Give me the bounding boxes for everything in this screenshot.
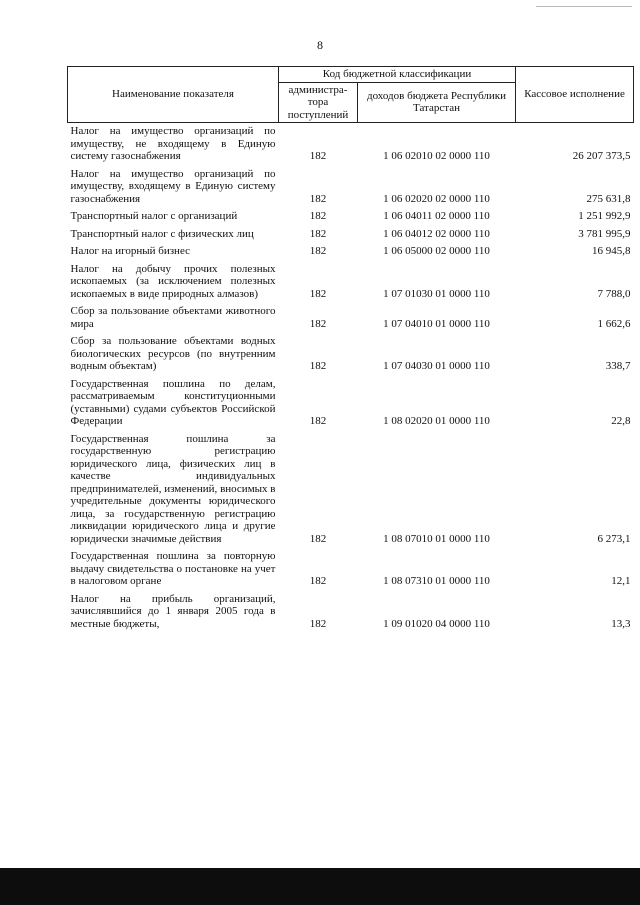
table-row: [68, 243, 634, 261]
header-budget-revenue: доходов бюджета Республики Татарстан: [358, 82, 516, 123]
row-amount: 7 788,0: [597, 287, 631, 300]
row-amount: 16 945,8: [592, 245, 631, 257]
row-amount: 22,8: [611, 415, 631, 427]
row-admin-code: 182: [309, 210, 327, 222]
row-admin-code: 182: [309, 617, 327, 630]
header-row-top: [68, 67, 634, 83]
table-row: [68, 303, 634, 333]
row-name: Налог на имущество организаций по имуществу, не входящему в Единую систему газоснабжения: [68, 123, 279, 166]
row-revenue-code: 1 06 04011 02 0000 110: [383, 210, 490, 222]
table-row: [68, 123, 634, 166]
row-revenue-code: 1 08 02020 01 0000 110: [383, 415, 490, 427]
row-admin-code: 182: [309, 532, 327, 545]
row-admin-code: 182: [309, 245, 327, 257]
row-amount: 6 273,1: [597, 532, 631, 545]
row-revenue-code: 1 07 04030 01 0000 110: [383, 360, 490, 372]
row-amount: 13,3: [611, 617, 631, 630]
table-row: [68, 208, 634, 226]
header-indicator-name: Наименование показателя: [68, 67, 279, 123]
row-revenue-code: 1 06 05000 02 0000 110: [383, 245, 490, 257]
row-name: Налог на прибыль организаций, зачислявшийся до 1 января 2005 года в местные бюджеты,: [70, 592, 276, 630]
row-admin-code: 182: [309, 227, 327, 240]
row-name: Налог на добычу прочих полезных ископаемых (за исключением полезных ископаемых в виде природных алмазов): [70, 262, 276, 300]
row-admin-code: 182: [309, 415, 327, 427]
row-name: Сбор за пользование объектами животного мира: [70, 305, 276, 330]
row-amount: 275 631,8: [586, 192, 631, 205]
row-name: Сбор за пользование объектами водных биологических ресурсов (по внутренним водным объектам): [70, 335, 276, 372]
row-amount: 338,7: [605, 360, 631, 372]
row-amount: 3 781 995,9: [578, 227, 631, 240]
header-admin-revenue: администра-тора поступлений: [279, 82, 358, 123]
row-amount: 26 207 373,5: [516, 123, 634, 166]
header-classification-code: Код бюджетной классификации: [279, 67, 516, 83]
table-row: [68, 166, 634, 209]
header-cash-execution: Кассовое исполнение: [516, 67, 634, 123]
row-admin-code: 182: [309, 192, 327, 205]
row-revenue-code: 1 06 02010 02 0000 110: [358, 123, 516, 166]
table-row: [68, 431, 634, 549]
table-row: [68, 261, 634, 304]
row-admin-code: 182: [309, 360, 327, 372]
row-revenue-code: 1 06 02020 02 0000 110: [383, 192, 490, 205]
table-row: [68, 591, 634, 634]
table-row: [68, 226, 634, 244]
revenue-table: [67, 66, 634, 633]
row-revenue-code: 1 09 01020 04 0000 110: [383, 617, 490, 630]
row-admin-code: 182: [279, 123, 358, 166]
row-admin-code: 182: [309, 575, 327, 587]
row-amount: 1 662,6: [597, 317, 631, 330]
scan-edge-line: [536, 6, 632, 7]
row-admin-code: 182: [309, 287, 327, 300]
row-name: Государственная пошлина за государственную регистрацию юридического лица, физических лиц в качестве индивидуальных предпринимателей, изменений, вносимых в учредительные документы юридического лица, за государственную регистрацию ликвидации юридического лица и другие юридически значимые действия: [70, 432, 276, 545]
scan-bottom-edge: [0, 868, 640, 905]
row-name: Транспортный налог с физических лиц: [70, 227, 254, 240]
table-row: [68, 333, 634, 376]
row-revenue-code: 1 08 07310 01 0000 110: [383, 575, 490, 587]
row-revenue-code: 1 07 04010 01 0000 110: [383, 317, 490, 330]
row-name: Налог на игорный бизнес: [70, 245, 190, 257]
table-body: [68, 123, 634, 634]
row-revenue-code: 1 06 04012 02 0000 110: [383, 227, 490, 240]
row-admin-code: 182: [309, 317, 327, 330]
row-amount: 12,1: [611, 575, 631, 587]
row-name: Налог на имущество организаций по имуществу, входящему в Единую систему газоснабжения: [70, 167, 276, 205]
row-name: Государственная пошлина за повторную выдачу свидетельства о постановке на учет в налоговом органе: [70, 550, 276, 587]
row-name: Государственная пошлина по делам, рассматриваемым конституционными (уставными) судами субъектов Российской Федерации: [70, 377, 276, 427]
row-amount: 1 251 992,9: [578, 210, 631, 222]
page-number: 8: [317, 38, 323, 52]
table-row: [68, 548, 634, 591]
table-row: [68, 376, 634, 431]
row-revenue-code: 1 07 01030 01 0000 110: [383, 287, 490, 300]
row-name: Транспортный налог с организаций: [70, 210, 238, 222]
row-revenue-code: 1 08 07010 01 0000 110: [383, 532, 490, 545]
